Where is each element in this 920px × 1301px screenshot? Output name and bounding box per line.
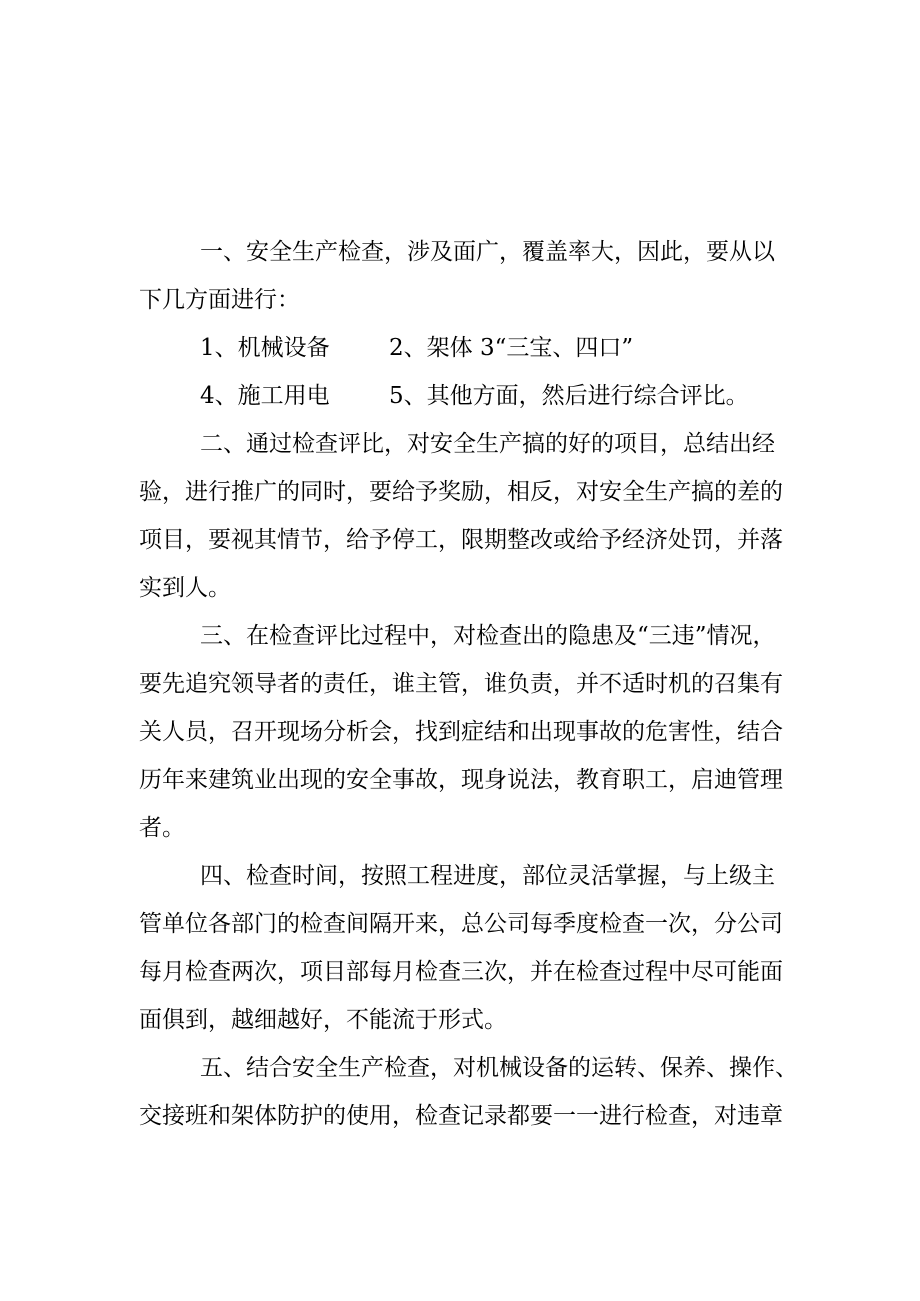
paragraph-3-line-5: 者。 xyxy=(139,815,185,841)
paragraph-4-line-3: 每月检查两次，项目部每月检查三次，并在检查过程中尽可能面 xyxy=(139,959,783,985)
paragraph-3-line-2: 要先追究领导者的责任，谁主管，谁负责，并不适时机的召集有 xyxy=(139,671,783,697)
list-item-5: 5、其他方面，然后进行综合评比。 xyxy=(389,383,749,409)
paragraph-5-line-2: 交接班和架体防护的使用，检查记录都要一一进行检查，对违章 xyxy=(139,1103,783,1129)
paragraph-4-line-4: 面俱到，越细越好，不能流于形式。 xyxy=(139,1007,507,1033)
list-item-4: 4、施工用电 xyxy=(200,383,330,409)
paragraph-4-line-1: 四、检查时间，按照工程进度，部位灵活掌握，与上级主 xyxy=(200,863,775,889)
paragraph-1-line-2: 下几方面进行： xyxy=(139,287,300,313)
paragraph-2-line-4: 实到人。 xyxy=(139,575,231,601)
paragraph-2-line-3: 项目，要视其情节，给予停工，限期整改或给予经济处罚，并落 xyxy=(139,527,783,553)
paragraph-3-line-1: 三、在检查评比过程中，对检查出的隐患及“三违”情况， xyxy=(200,623,776,649)
paragraph-3-line-3: 关人员，召开现场分析会，找到症结和出现事故的危害性，结合 xyxy=(139,719,783,745)
paragraph-3-line-4: 历年来建筑业出现的安全事故，现身说法，教育职工，启迪管理 xyxy=(139,767,783,793)
list-item-1: 1、机械设备 xyxy=(200,335,330,361)
paragraph-1-line-1: 一、安全生产检查，涉及面广，覆盖率大，因此，要从以 xyxy=(200,239,775,265)
paragraph-2-line-1: 二、通过检查评比，对安全生产搞的好的项目，总结出经 xyxy=(200,431,775,457)
paragraph-2-line-2: 验，进行推广的同时，要给予奖励，相反，对安全生产搞的差的 xyxy=(139,479,783,505)
paragraph-4-line-2: 管单位各部门的检查间隔开来，总公司每季度检查一次，分公司 xyxy=(139,911,783,937)
paragraph-5-line-1: 五、结合安全生产检查，对机械设备的运转、保养、操作、 xyxy=(200,1055,798,1081)
list-item-2: 2、架体 3“三宝、四口” xyxy=(389,335,634,361)
